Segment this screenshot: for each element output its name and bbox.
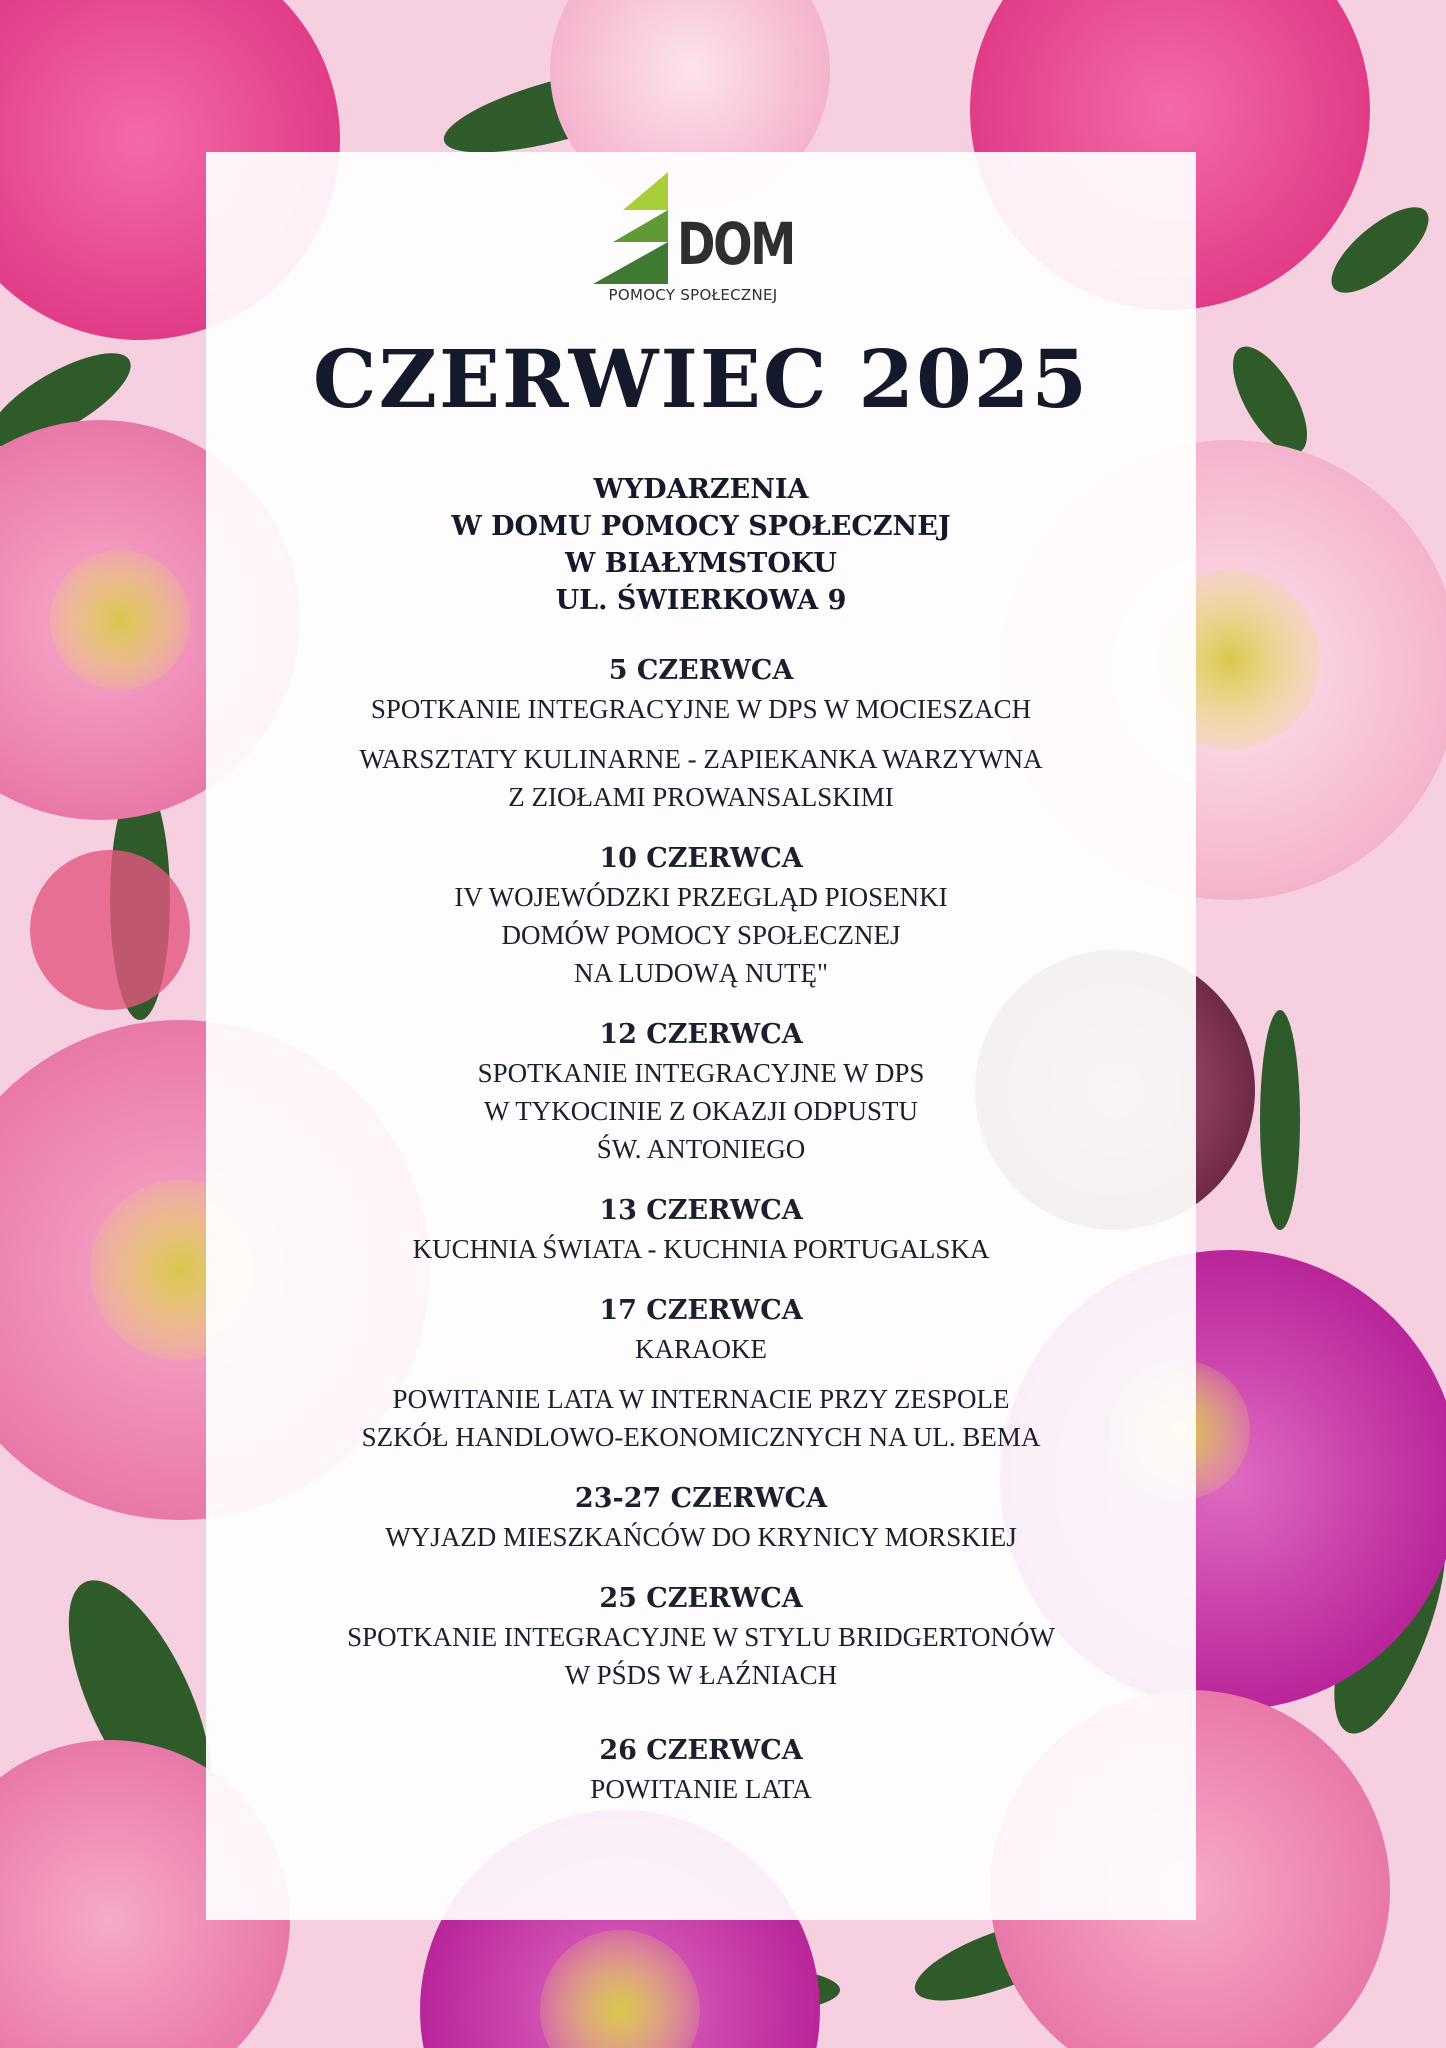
page-title: CZERWIEC 2025 <box>312 332 1090 426</box>
subheading-line: W BIAŁYMSTOKU <box>565 548 837 579</box>
tree-logo-icon <box>593 172 683 287</box>
subheading-line: WYDARZENIA <box>593 474 809 505</box>
event-date: 26 CZERWCA <box>599 1735 803 1766</box>
event-group <box>206 1016 1196 1168</box>
subheading-line: UL. ŚWIERKOWA 9 <box>555 585 847 616</box>
event-item: SPOTKANIE INTEGRACYJNE W DPS W MOCIESZACH <box>370 694 1032 724</box>
event-item: KUCHNIA ŚWIATA - KUCHNIA PORTUGALSKA <box>412 1234 990 1264</box>
event-item: SPOTKANIE INTEGRACYJNE W DPS W TYKOCINIE Z OKAZJI ODPUSTU ŚW. ANTONIEGO <box>477 1058 925 1164</box>
event-date: 13 CZERWCA <box>599 1195 803 1226</box>
event-date: 10 CZERWCA <box>599 843 803 874</box>
event-group <box>206 1480 1196 1556</box>
event-item: KARAOKE <box>635 1334 767 1364</box>
event-list <box>206 652 1196 1832</box>
logo-word: DOM <box>677 210 794 278</box>
event-item: WYJAZD MIESZKAŃCÓW DO KRYNICY MORSKIEJ <box>385 1522 1017 1552</box>
subheading <box>206 471 1196 619</box>
logo-subtitle: POMOCY SPOŁECZNEJ <box>608 286 778 304</box>
event-date: 17 CZERWCA <box>599 1295 803 1326</box>
event-item: SPOTKANIE INTEGRACYJNE W STYLU BRIDGERTONÓW W PŚDS W ŁAŹNIACH <box>347 1622 1055 1690</box>
event-date: 5 CZERWCA <box>608 655 794 686</box>
logo <box>593 172 793 312</box>
event-date: 12 CZERWCA <box>599 1019 803 1050</box>
event-date: 25 CZERWCA <box>599 1583 803 1614</box>
event-group <box>206 1580 1196 1694</box>
event-item: WARSZTATY KULINARNE - ZAPIEKANKA WARZYWNA Z ZIOŁAMI PROWANSALSKIMI <box>359 744 1043 812</box>
event-item: IV WOJEWÓDZKI PRZEGLĄD PIOSENKI DOMÓW POMOCY SPOŁECZNEJ NA LUDOWĄ NUTĘ" <box>454 882 948 988</box>
event-item: POWITANIE LATA W INTERNACIE PRZY ZESPOLE SZKÓŁ HANDLOWO-EKONOMICZNYCH NA UL. BEMA <box>361 1384 1041 1452</box>
event-group <box>206 1292 1196 1456</box>
event-group <box>206 1732 1196 1808</box>
event-group <box>206 840 1196 992</box>
event-date: 23-27 CZERWCA <box>574 1483 828 1514</box>
event-group <box>206 652 1196 816</box>
event-group <box>206 1192 1196 1268</box>
subheading-line: W DOMU POMOCY SPOŁECZNEJ <box>451 511 951 542</box>
event-item: POWITANIE LATA <box>590 1774 812 1804</box>
